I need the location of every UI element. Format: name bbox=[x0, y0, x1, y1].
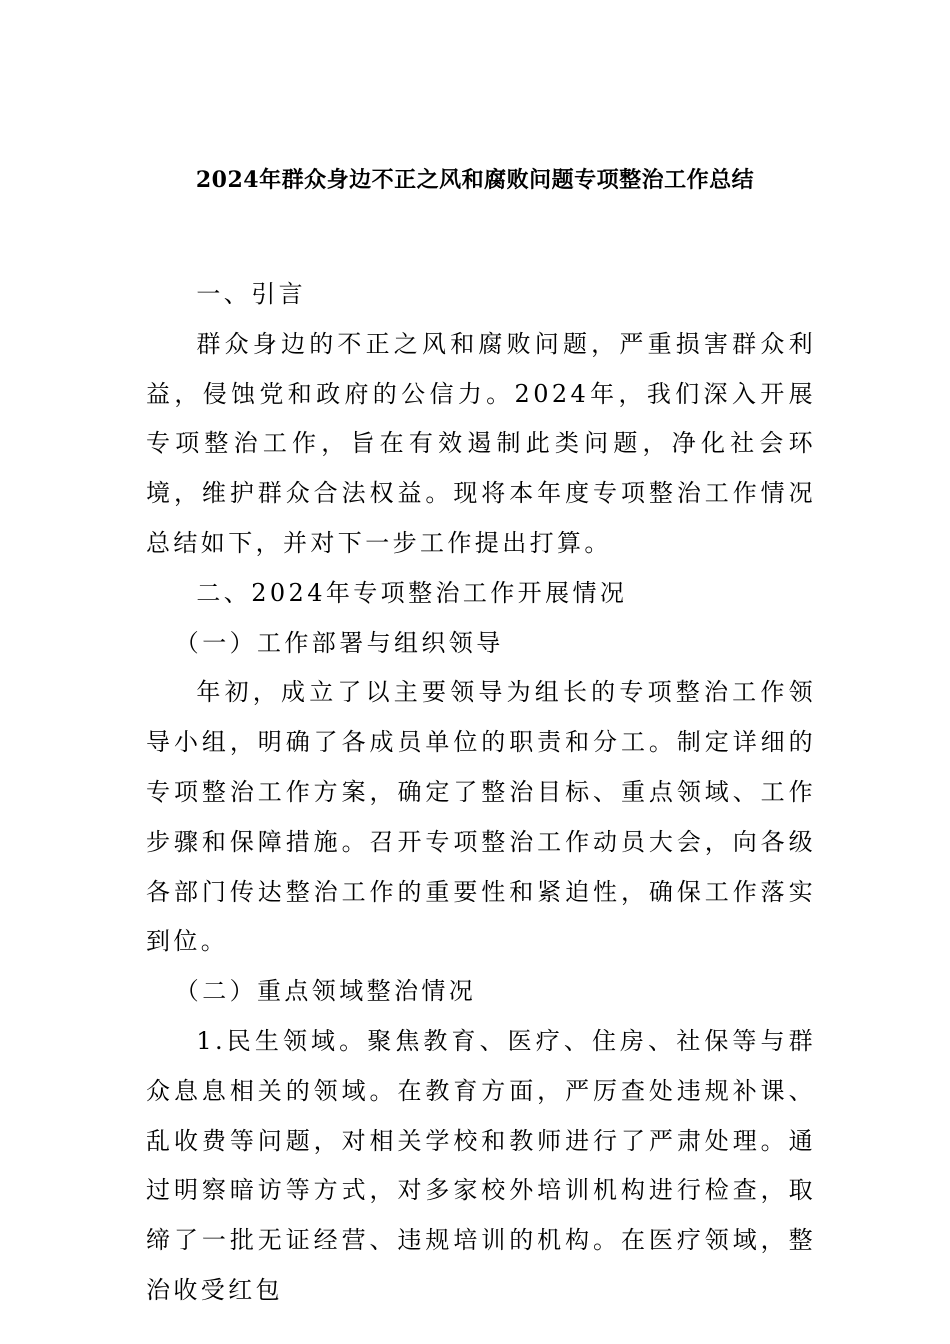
paragraph-introduction: 群众身边的不正之风和腐败问题，严重损害群众利益，侵蚀党和政府的公信力。2024年，我们深入开展专项整治工作，旨在有效遏制此类问题，净化社会环境，维护群众合法权益。现将本年度专项整治工作情况总结如下，并对下一步工作提出打算。 bbox=[146, 329, 816, 557]
document-title: 2024年群众身边不正之风和腐败问题专项整治工作总结 bbox=[195, 167, 755, 193]
section-heading-work-progress: 二、2024年专项整治工作开展情况 bbox=[196, 578, 628, 607]
subsection-heading-organization: （一）工作部署与组织领导 bbox=[174, 628, 504, 657]
document-body bbox=[146, 270, 816, 1316]
paragraph-livelihood: 1.民生领域。聚焦教育、医疗、住房、社保等与群众息息相关的领域。在教育方面，严厉查处违规补课、乱收费等问题，对相关学校和教师进行了严肃处理。通过明察暗访等方式，对多家校外培训机构进行检查，取缔了一批无证经营、违规培训的机构。在医疗领域，整治收受红包 bbox=[146, 1026, 816, 1304]
paragraph-organization: 年初，成立了以主要领导为组长的专项整治工作领导小组，明确了各成员单位的职责和分工。制定详细的专项整治工作方案，确定了整治目标、重点领域、工作步骤和保障措施。召开专项整治工作动员大会，向各级各部门传达整治工作的重要性和紧迫性，确保工作落实到位。 bbox=[146, 678, 816, 956]
subsection-heading-key-areas: （二）重点领域整治情况 bbox=[174, 977, 477, 1006]
section-heading-introduction: 一、引言 bbox=[196, 280, 306, 308]
